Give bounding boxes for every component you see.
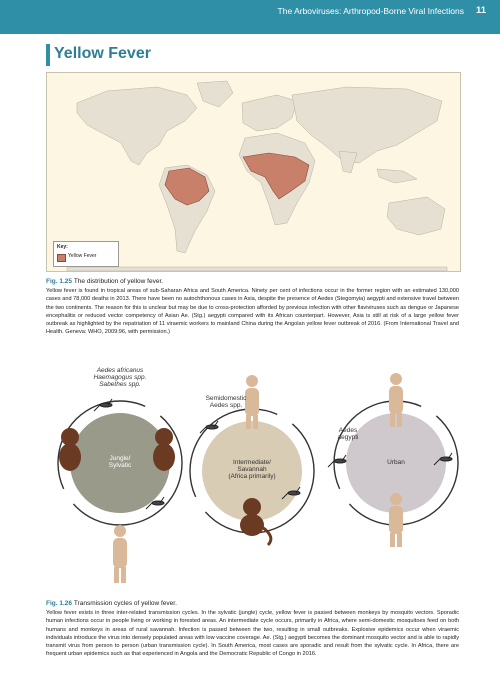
figure-1-25-label [46,278,163,285]
running-header-title: The Arboviruses: Arthropod-Borne Viral Infections [277,6,464,16]
figure-1-25-title: The distribution of yellow fever. [73,278,164,285]
monkey-icon-left [59,428,81,471]
antarctica-shape [67,267,447,271]
figure-1-26-number: Fig. 1.26 [46,600,73,607]
figure-1-26-title: Transmission cycles of yellow fever. [73,600,177,607]
figure-1-25-number: Fig. 1.25 [46,278,73,285]
mosquito-icon-urban-left [328,455,346,467]
map-key-label: Yellow Fever [68,253,97,259]
world-map [46,72,461,272]
intermediate-vector-label: Semidomestic Aedes spp. [205,395,247,409]
section-accent-bar [46,44,50,66]
map-key [53,241,119,267]
human-icon-jungle [113,525,127,583]
section-title: Yellow Fever [54,45,151,62]
north-america-shape [77,87,197,165]
human-icon-urban-bottom [389,493,403,547]
header-bar [0,0,500,34]
map-key-title: Key: [57,244,68,250]
map-key-swatch [57,254,66,262]
figure-1-25-caption: Yellow fever is found in tropical areas of sub-Saharan Africa and South America. Ninety per cent of infections occur in the former region with an estimated 130,000 cases and 78,000 deaths in 2013. There have been no autochthonous cases in Asia, despite the presence of Aedes (Stegomyia) aegypti and extensive travel between the two continents. The reason for this is unclear but may be due to cross-protection afforded by previous infection with other flaviviruses such as dengue or Japanese encephalitis or reduced vector competency of Asian Ae. (Stg.) aegypti compared with its African counterpart. However, Asia is still at risk of a large yellow fever outbreak as highlighted by the repatriation of 11 viraemic workers to mainland China during the Angolan yellow fever outbreak of 2016. (From International Travel and Health. Geneva: WHO, 2009:96, with permission.) [46,288,459,336]
intermediate-cycle-label: Intermediate/ Savannah (Africa primarily) [228,459,276,480]
southeast-asia-islands-shape [377,169,417,183]
australia-shape [387,197,445,235]
figure-1-26-caption: Yellow fever exists in three inter-related transmission cycles. In the sylvatic (jungle) cycle, yellow fever is passed between monkeys by mosquito vectors. Sporadic human infections occur in people living or working in forested areas. An intermediate cycle occurs, primarily in Africa, where semi-domestic mosquitoes feed on both humans and monkeys in areas of rural savannah. Infection is passed between the two, resulting in small outbreaks. Explosive epidemics occur when viraemic individuals introduce the virus into densely populated areas with low vaccine coverage. Ae. (Stg.) aegypti becomes the dominant mosquito vector and is able to rapidly transmit virus from person to person (urban transmission cycle). In South America, most cases are sporadic and result from the sylvatic cycle. In Africa, there are frequent urban epidemics such as that experienced in Angola and the Democratic Republic of Congo in 2016. [46,610,459,658]
jungle-vector-label: Aedes africanus Haemagogus spp. Sabethes spp. [93,367,147,388]
greenland-shape [197,81,233,107]
europe-shape [242,95,297,131]
india-shape [339,151,357,173]
mosquito-icon-intermediate-left [200,421,218,433]
urban-vector-label: Aedes aegypti [337,427,359,441]
transmission-cycles-diagram [46,355,459,600]
asia-shape [292,87,442,163]
figure-1-26-label [46,600,177,607]
jungle-cycle-label: Jungle/ Sylvatic [108,455,132,469]
land-masses [67,81,447,271]
urban-cycle-label: Urban [387,459,405,466]
monkey-icon-right [153,428,175,471]
page-number: 11 [475,5,486,16]
